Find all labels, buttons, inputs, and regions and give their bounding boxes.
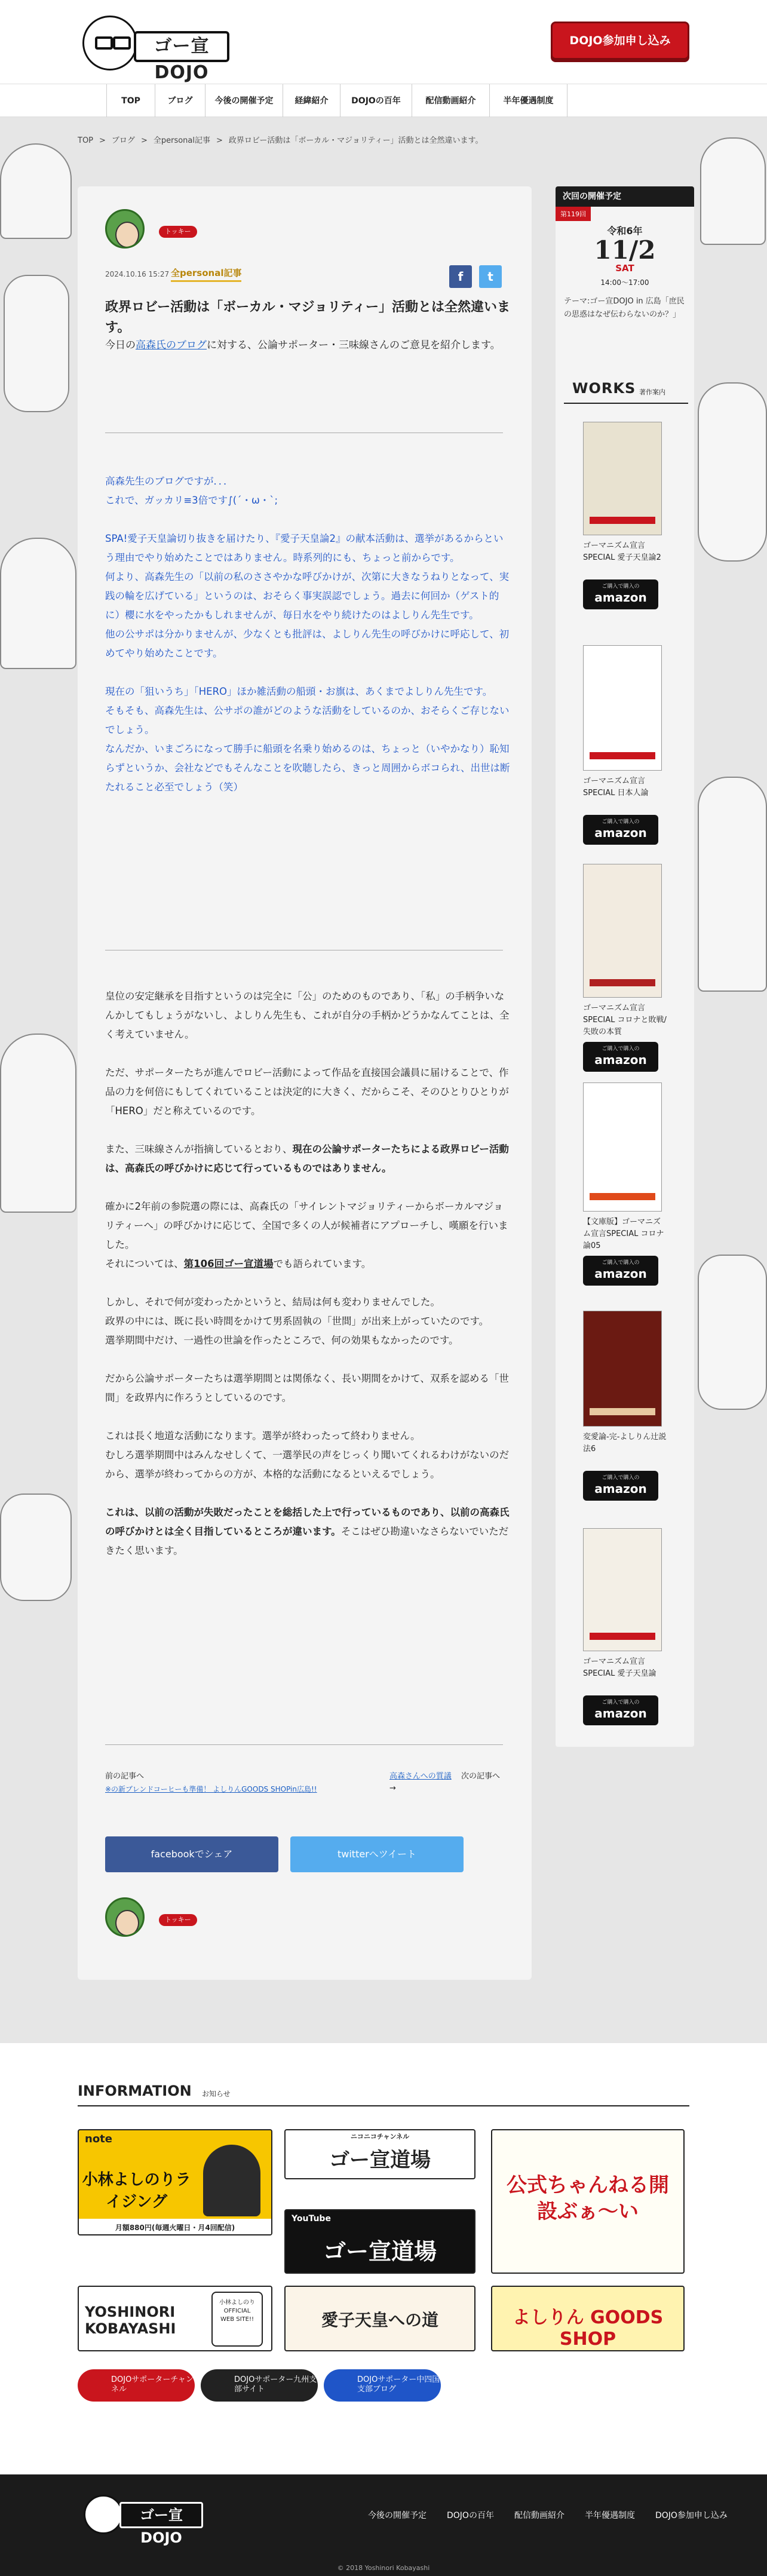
book-cover-band <box>590 979 655 986</box>
works-heading: WORKS <box>572 380 636 397</box>
niconico-title: ゴー宣道場 <box>329 2148 431 2172</box>
book-cover-band <box>590 1408 655 1415</box>
book-title[interactable]: ゴーマニズム宣言SPECIAL 日本人論 <box>583 777 649 798</box>
author-tag[interactable]: トッキー <box>159 1914 197 1926</box>
character-illustration <box>698 382 767 562</box>
article-title: 政界ロビー活動は「ボーカル・マジョリティー」活動とは全然違います。 <box>105 300 511 335</box>
quoted-opinion <box>105 472 513 816</box>
book-title[interactable]: ゴーマニズム宣言SPECIAL 愛子天皇論2 <box>583 541 661 562</box>
character-illustration <box>0 538 76 669</box>
note-brand: note <box>85 2133 112 2145</box>
event-year: 令和6年 <box>607 225 643 237</box>
note-price: 月額880円(毎週火曜日・月4回配信) <box>79 2219 271 2235</box>
aiko-tenno-banner[interactable] <box>284 2286 475 2351</box>
footer-nav-videos[interactable]: 配信動画紹介 <box>514 2511 564 2520</box>
intro-text: に対する、公論サポーター・三味線さんのご意見を紹介します。 <box>207 339 501 351</box>
amazon-logo: amazon <box>594 1266 647 1281</box>
next-label: 次の記事へ <box>461 1772 501 1781</box>
body-paragraph: だから公論サポーターたちは選挙期間とは関係なく、長い期間をかけて、双系を認める「世間」を政界内に作ろうとしているのです。 <box>105 1373 509 1403</box>
amazon-buy-button[interactable] <box>583 815 658 845</box>
divider <box>564 403 688 404</box>
kobayashi-subtitle: 小林よしのり OFFICIAL WEB SITE!! <box>211 2292 263 2347</box>
amazon-buy-button[interactable] <box>583 1042 658 1072</box>
character-illustration <box>0 1034 76 1213</box>
logo-face-icon <box>84 2495 123 2534</box>
book-cover-band <box>590 1633 655 1640</box>
amazon-logo: amazon <box>594 1482 647 1496</box>
post-date: 2024.10.16 15:27 <box>105 270 170 278</box>
nav-history[interactable]: 経緯紹介 <box>283 84 340 118</box>
footer-logo[interactable] <box>84 2492 209 2546</box>
book-title[interactable]: 変愛論-完-よしりん辻説法6 <box>583 1433 667 1453</box>
footer-nav-membership[interactable]: 半年優遇制度 <box>584 2511 635 2520</box>
event-date: 11/2 <box>594 235 656 265</box>
facebook-share-button[interactable]: facebookでシェア <box>105 1836 278 1872</box>
character-illustration <box>698 777 767 992</box>
prev-post-link[interactable]: ※の新ブレンドコーヒーも準備！ よしりんGOODS SHOPin広島!! <box>105 1785 317 1793</box>
breadcrumb-sep: > <box>140 136 148 145</box>
article-body <box>105 987 513 1580</box>
body-paragraph: ただ、サポーターたちが進んでロビー活動によって作品を直接国会議員に届けることで、作品の力を何倍にもしてくれていることは決定的に大きく、だからこそ、そのひとりひとりが「HERO」だと称えているのです。 <box>105 1067 509 1117</box>
body-paragraph <box>105 1197 513 1274</box>
body-text: また、三味線さんが指摘しているとおり、 <box>105 1143 293 1155</box>
youtube-brand: YouTube <box>292 2214 331 2224</box>
event-theme[interactable]: テーマ:ゴー宣DOJO in 広島「庶民の思惑はなぜ伝わらないのか？」 <box>564 297 685 319</box>
nav-membership[interactable]: 半年優遇制度 <box>490 84 567 118</box>
article-intro <box>105 336 511 355</box>
body-text: 確かに2年前の参院選の際には、高森氏の「サイレントマジョリティーからボーカルマジョリティーへ」の呼びかけに応じて、全国で多くの人が候補者にアプローチし、嘆願を行いました。 それについては、 <box>105 1201 508 1269</box>
amazon-buy-button[interactable] <box>583 1471 658 1501</box>
logo-face-icon <box>82 16 137 70</box>
information-heading: INFORMATION <box>78 2083 192 2099</box>
goods-shop-banner[interactable] <box>491 2286 685 2351</box>
amazon-caption: ご購入で購入の <box>602 1475 640 1481</box>
quote-paragraph: 高森先生のブログですが．．． これで、ガッカリ≡3倍です∫(´・ω・`; <box>105 476 278 506</box>
information-subheading: お知らせ <box>202 2090 231 2098</box>
kobayashi-website-banner[interactable] <box>78 2286 272 2351</box>
amazon-logo: amazon <box>594 1053 647 1067</box>
official-channel-title: 公式ちゃんねる開設ぶぁ〜い <box>507 2173 669 2224</box>
nav-videos[interactable]: 配信動画紹介 <box>412 84 490 118</box>
note-rising-banner[interactable] <box>78 2129 272 2235</box>
divider <box>105 1744 503 1745</box>
breadcrumb <box>78 134 489 145</box>
works-subheading: 著作案内 <box>639 388 665 396</box>
note-title: 小林よしのりライジング <box>82 2171 191 2211</box>
nav-dojo-100[interactable]: DOJOの百年 <box>340 84 412 118</box>
aiko-title: 愛子天皇への道 <box>321 2310 438 2330</box>
next-arrow-icon[interactable]: → <box>389 1784 396 1793</box>
amazon-buy-button[interactable] <box>583 1695 658 1725</box>
join-button[interactable]: DOJO参加申し込み <box>551 22 689 60</box>
body-paragraph <box>105 1140 513 1178</box>
nav-top[interactable]: TOP <box>106 84 155 118</box>
copyright: © 2018 Yoshinori Kobayashi <box>337 2564 430 2572</box>
nav-schedule[interactable]: 今後の開催予定 <box>205 84 283 118</box>
prev-label: 前の記事へ <box>105 1772 145 1781</box>
amazon-buy-button[interactable] <box>583 1256 658 1286</box>
official-channel-banner[interactable] <box>491 2129 685 2274</box>
breadcrumb-sep: > <box>99 136 106 145</box>
breadcrumb-top[interactable]: TOP <box>78 136 94 145</box>
author-photo <box>203 2145 260 2216</box>
niconico-channel-banner[interactable] <box>284 2129 475 2179</box>
character-illustration <box>4 275 69 412</box>
body-paragraph: これは長く地道な活動になります。選挙が終わったって終わりません。 むしろ選挙期間中はみんなせしくて、一選挙民の声をじっくり聞いてくれるわけがないのだから、選挙が終わってからの方が、本格的な活動になるといえるでしょう。 <box>105 1430 510 1480</box>
body-text: でも語られています。 <box>273 1258 372 1269</box>
quote-paragraph: SPA!愛子天皇論切り抜きを届けたり、『愛子天皇論2』の献本活動は、選挙があるからという理由でやり始めたことではありません。時系列的にも、ちょっと前からです。 何より、高森先生の「以前の私のささやかな呼びかけが、次第に大きなうねりとなって、実践の輪を広げている」というのは、おそらく事実誤認でしょう。過去に何回か（ゲスト的に）櫻に水をやったかもしれませんが、毎日水をやり続けたのはよしりん先生です。 他の公サポは分かりませんが、少なくとも批評は、よしりん先生の呼びかけに呼応して、初めてやり始めたことです。 <box>105 533 510 659</box>
logo-text: ゴー宣DOJO <box>134 31 229 62</box>
breadcrumb-blog[interactable]: ブログ <box>111 136 135 145</box>
amazon-logo: amazon <box>594 590 647 605</box>
quote-paragraph: 現在の「狙いうち」「HERO」ほか雑活動の船頭・お旗は、あくまでよしりん先生です。 そもそも、高森先生は、公サポの誰がどのような活動をしているのか、おそらくご存じないでしょう。 なんだか、いまごろになって勝手に船頭を名乗り始めるのは、ちょっと（いやかなり）恥知らずというか、会社などでもそんなことを吹聴したら、きっと周囲からボコられ、出世は断たれること必至でしょう（笑） <box>105 686 510 793</box>
book-title[interactable]: ゴーマニズム宣言SPECIAL コロナと敗戦/失敗の本質 <box>583 1004 667 1036</box>
twitter-icon[interactable]: t <box>479 265 502 288</box>
book-cover[interactable] <box>583 422 662 535</box>
amazon-logo: amazon <box>594 826 647 840</box>
intro-blog-link[interactable]: 高森氏のブログ <box>136 339 207 351</box>
twitter-share-button[interactable]: twitterへツイート <box>290 1836 464 1872</box>
footer-nav <box>368 2509 728 2521</box>
kobayashi-title: YOSHINORI KOBAYASHI <box>85 2304 176 2337</box>
body-paragraph: 皇位の安定継承を目指すというのは完全に「公」のためのものであり、「私」の手柄争いなんかしてもしょうがないし、よしりん先生も、これが自分の手柄かどうかなんてことは、全く考えていません。 <box>105 990 510 1040</box>
amazon-caption: ご購入で購入の <box>602 1046 640 1052</box>
nav-blog[interactable]: ブログ <box>155 84 205 118</box>
site-logo[interactable] <box>76 13 232 83</box>
book-title[interactable]: 【文庫版】ゴーマニズム宣言SPECIAL コロナ論05 <box>583 1218 664 1250</box>
book-title[interactable]: ゴーマニズム宣言SPECIAL 愛子天皇論 <box>583 1657 656 1678</box>
event-number-badge: 第119回 <box>556 207 591 221</box>
body-text: そこはぜひ勘違いなさらないでいただきたく思います。 <box>105 1526 509 1556</box>
breadcrumb-current: 政界ロビー活動は「ボーカル・マジョリティー」活動とは全然違います。 <box>228 136 483 145</box>
intro-text: 今日の <box>105 339 136 351</box>
body-emphasis: 現在の公論サポーターたちによる政界ロビー活動は、高森氏の呼びかけに応じて行っているものではありません。 <box>105 1143 509 1174</box>
book-cover[interactable] <box>583 864 662 998</box>
amazon-caption: ご購入で購入の <box>602 584 640 590</box>
next-post-link[interactable]: 高森さんへの質議 <box>389 1772 452 1781</box>
footer-nav-schedule[interactable]: 今後の開催予定 <box>368 2511 427 2520</box>
character-illustration <box>700 137 766 245</box>
divider <box>78 2105 689 2106</box>
book-cover[interactable] <box>583 1311 662 1427</box>
body-emphasis: これは、以前の活動が失敗だったことを総括した上で行っているものであり、以前の高森氏の呼びかけとは全く目指しているところが違います。 <box>105 1507 510 1537</box>
book-cover-band <box>590 517 655 524</box>
site-footer <box>0 2474 767 2576</box>
event-time: 14:00〜17:00 <box>600 278 649 287</box>
main-nav <box>0 84 767 117</box>
amazon-buy-button[interactable] <box>583 579 658 609</box>
niconico-brand: ニコニコチャンネル <box>350 2133 410 2140</box>
amazon-caption: ご購入で購入の <box>602 1700 640 1706</box>
goods-title: よしりん GOODS SHOP <box>512 2307 664 2350</box>
event-weekday: SAT <box>615 263 634 274</box>
breadcrumb-sep: > <box>216 136 223 145</box>
amazon-caption: ご購入で購入の <box>602 819 640 825</box>
youtube-title: ゴー宣道場 <box>323 2238 437 2265</box>
book-cover[interactable] <box>583 645 662 771</box>
character-illustration <box>0 143 72 239</box>
facebook-icon[interactable]: f <box>449 265 472 288</box>
footer-logo-text: ゴー宣DOJO <box>119 2502 203 2528</box>
author-avatar[interactable] <box>105 209 145 249</box>
breadcrumb-category[interactable]: 全personal記事 <box>153 136 210 145</box>
author-tag[interactable]: トッキー <box>159 226 197 238</box>
author-avatar[interactable] <box>105 1897 145 1937</box>
amazon-logo: amazon <box>594 1706 647 1721</box>
character-illustration <box>698 1255 767 1410</box>
youtube-channel-banner[interactable] <box>284 2209 475 2274</box>
supporter-channel-link[interactable]: DOJOサポーターチャンネル <box>78 2369 195 2402</box>
chushikoku-branch-link[interactable]: DOJOサポーター中四国支部ブログ <box>324 2369 441 2402</box>
post-category[interactable]: 全personal記事 <box>171 266 241 282</box>
book-cover[interactable] <box>583 1082 662 1212</box>
amazon-caption: ご購入で購入の <box>602 1260 640 1266</box>
next-event-heading: 次回の開催予定 <box>556 186 694 207</box>
book-cover-band <box>590 752 655 759</box>
book-cover[interactable] <box>583 1528 662 1651</box>
body-paragraph <box>105 1503 513 1560</box>
book-cover-band <box>590 1193 655 1200</box>
kyushu-branch-link[interactable]: DOJOサポーター九州支部サイト <box>201 2369 318 2402</box>
character-illustration <box>0 1494 72 1601</box>
site-header <box>0 0 767 84</box>
body-paragraph: しかし、それで何が変わったかというと、結局は何も変わりませんでした。 政界の中には、既に長い時間をかけて男系固執の「世間」が出来上がっていたのです。 選挙期間中だけ、一過性の世論を作ったところで、何の効果もなかったのです。 <box>105 1296 489 1346</box>
footer-nav-dojo-100[interactable]: DOJOの百年 <box>447 2511 494 2520</box>
footer-nav-join[interactable]: DOJO参加申し込み <box>655 2511 728 2520</box>
dojo-106-link[interactable]: 第106回ゴー宣道場 <box>183 1258 274 1269</box>
